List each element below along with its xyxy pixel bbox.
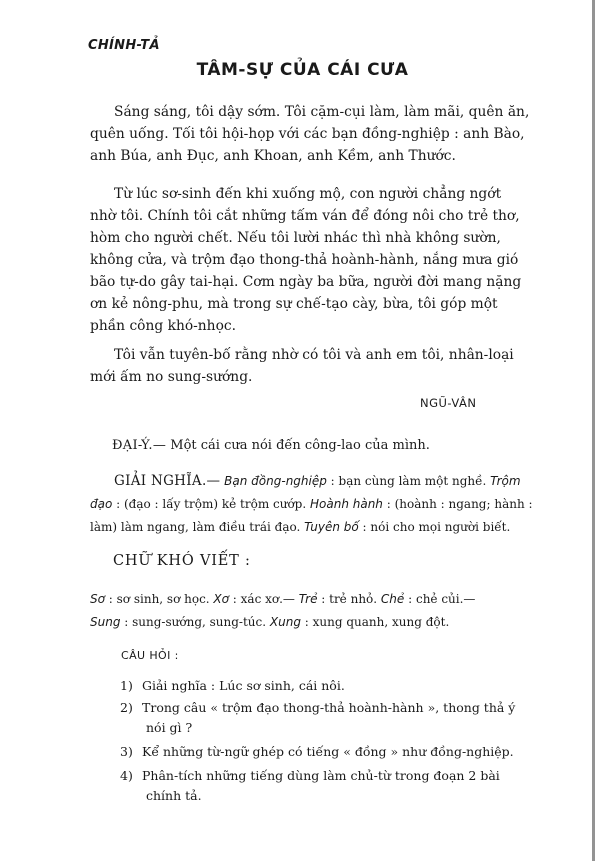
question-text: Giải nghĩa : Lúc sơ sinh, cái nôi.: [142, 678, 345, 693]
dai-y-text: Một cái cưa nói đến công-lao của mình.: [166, 438, 430, 453]
term: Bạn đồng-nghiệp: [224, 474, 327, 488]
text-line: anh Búa, anh Đục, anh Khoan, anh Kềm, anh Thước.: [90, 148, 456, 164]
text-line: mới ấm no sung-sướng.: [90, 369, 253, 385]
definition: : bạn cùng làm một nghề.: [326, 474, 491, 488]
term: Tuyên bố: [304, 520, 359, 534]
paragraph-1: [90, 101, 530, 167]
question-number: 2): [120, 700, 133, 715]
dai-y: [112, 434, 552, 457]
text-line: bão tự-do gây tai-hại. Cơm ngày ba bữa, người đời mang nặng: [90, 274, 522, 290]
paragraph-3: [90, 344, 530, 388]
term: đạo: [90, 497, 113, 511]
term: Trẻ: [298, 592, 318, 606]
definition: : (đạo : lấy trộm) kẻ trộm cướp.: [112, 497, 310, 511]
term: Sơ: [90, 592, 105, 606]
definition: : sung-sướng, sung-túc.: [120, 615, 270, 629]
text-line: Tôi vẫn tuyên-bố rằng nhờ có tôi và anh em tôi, nhân-loại: [114, 347, 514, 363]
text-line: Từ lúc sơ-sinh đến khi xuống mộ, con người chẳng ngớt: [114, 186, 502, 202]
page-title: TÂM-SỰ CỦA CÁI CƯA: [196, 60, 409, 80]
text-line: quên uống. Tối tôi hội-họp với các bạn đồng-nghiệp : anh Bào,: [90, 126, 525, 142]
definition: : xác xơ.—: [228, 592, 299, 606]
page-edge-shadow: [592, 0, 595, 861]
question-number: 3): [120, 744, 133, 759]
question-2: [120, 698, 540, 738]
term: Trộm: [490, 474, 521, 488]
definition: : (hoành : ngang; hành :: [382, 497, 533, 511]
definition: : trẻ nhỏ.: [317, 592, 381, 606]
question-3: [120, 742, 540, 762]
definition: : xung quanh, xung đột.: [300, 615, 450, 629]
question-number: 4): [120, 768, 133, 783]
giai-nghia: [90, 470, 533, 539]
section-label: CHÍNH-TẢ: [88, 38, 160, 53]
term: Hoành hành: [310, 497, 383, 511]
text-line: không cửa, và trộm đạo thong-thả hoành-hành, nắng mưa gió: [90, 252, 519, 268]
text-line: Sáng sáng, tôi dậy sớm. Tôi cặm-cụi làm, làm mãi, quên ăn,: [114, 104, 530, 120]
term: Sung: [90, 615, 121, 629]
cau-hoi-heading: CÂU HỎI :: [121, 649, 179, 662]
question-text: chính tả.: [146, 788, 202, 803]
term: Xung: [269, 615, 301, 629]
paragraph-2: [90, 183, 530, 337]
question-text: Trong câu « trộm đạo thong-thả hoành-hành », thong thả ý: [142, 700, 516, 715]
chu-kho-viet: [90, 588, 530, 634]
dai-y-label: ĐẠI-Ý.—: [112, 438, 167, 453]
question-1: [120, 676, 540, 696]
definition: : sơ sinh, sơ học.: [104, 592, 214, 606]
definition: : chẻ củi.—: [404, 592, 476, 606]
definition: : nói cho mọi người biết.: [358, 520, 511, 534]
term: Xơ: [213, 592, 229, 606]
question-text: nói gì ?: [146, 720, 193, 735]
author-name: NGŨ-VÂN: [420, 396, 477, 410]
chu-kho-viet-heading: CHỮ KHÓ VIẾT :: [113, 553, 251, 569]
definition: làm) làm ngang, làm điều trái đạo.: [90, 520, 305, 534]
question-4: [120, 766, 540, 806]
question-number: 1): [120, 678, 133, 693]
question-text: Kể những từ-ngữ ghép có tiếng « đồng » như đồng-nghiệp.: [142, 744, 514, 759]
question-text: Phân-tích những tiếng dùng làm chủ-từ trong đoạn 2 bài: [142, 768, 500, 783]
term: Chẻ: [380, 592, 405, 606]
text-line: hòm cho người chết. Nếu tôi lười nhác thì nhà không sườn,: [90, 230, 501, 246]
text-line: nhờ tôi. Chính tôi cắt những tấm ván để đóng nôi cho trẻ thơ,: [90, 208, 520, 224]
text-line: phần công khó-nhọc.: [90, 318, 236, 334]
text-line: ơn kẻ nông-phu, mà trong sự chế-tạo cày, bừa, tôi góp một: [90, 296, 498, 312]
giai-nghia-label: GIẢI NGHĨA.—: [114, 473, 221, 489]
